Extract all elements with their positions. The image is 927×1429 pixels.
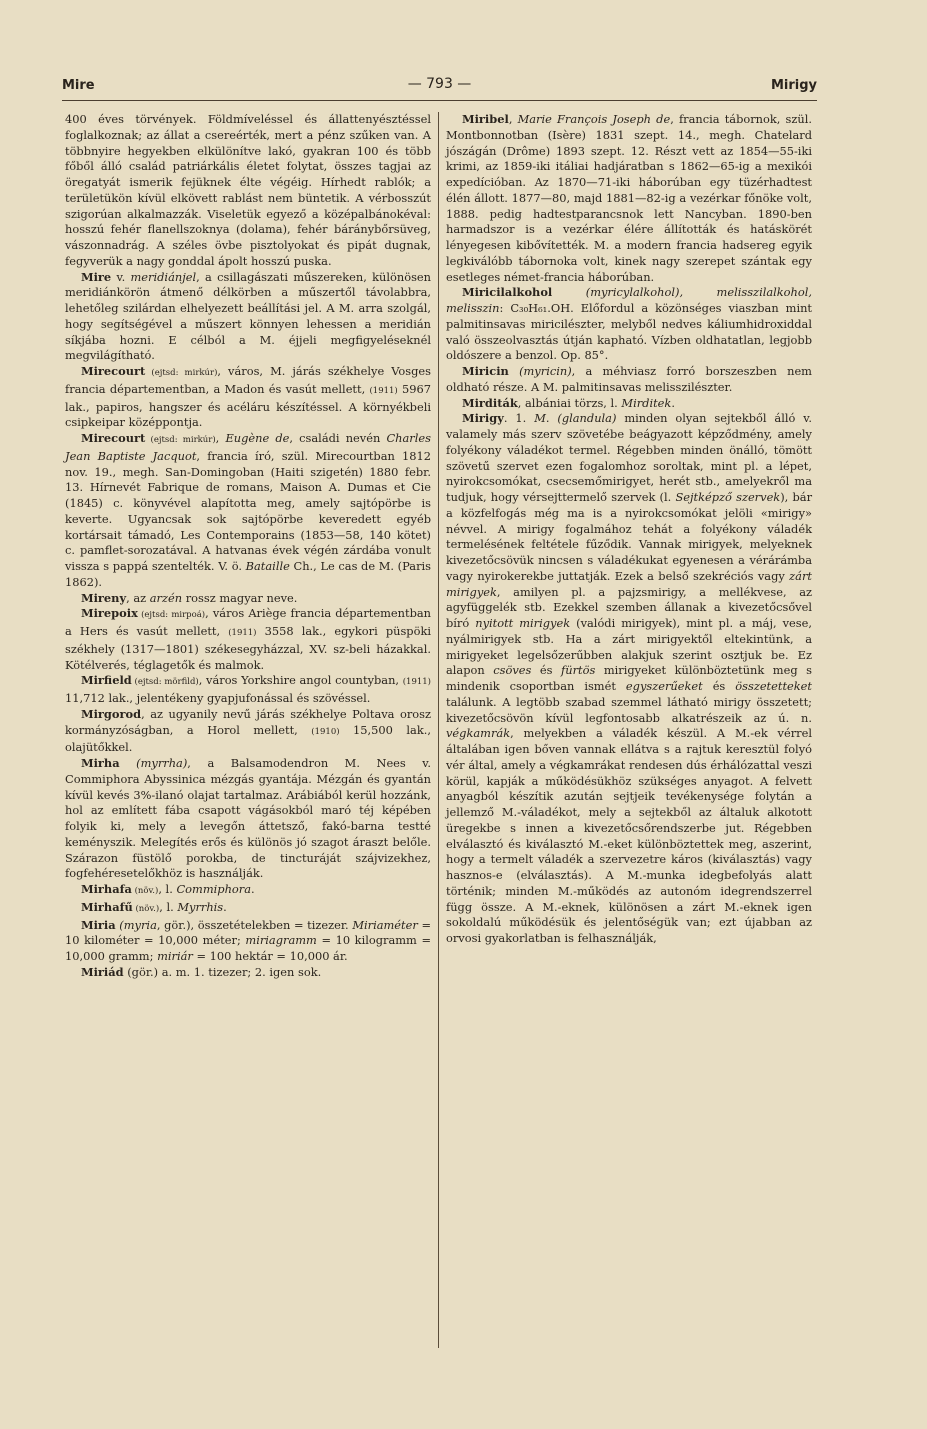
entry-headword: Mirepoix <box>81 606 138 621</box>
entry-text: = 10 kilogramm = 10,000 gramm; <box>65 933 431 963</box>
entry-text: Sejtképző szervek <box>675 490 781 504</box>
dictionary-entry <box>65 673 431 707</box>
dictionary-entry <box>65 606 431 673</box>
entry-text: fürtös <box>561 663 596 678</box>
entry-text <box>120 756 137 770</box>
entry-text: . <box>223 899 227 914</box>
entry-headword: Mirhafű <box>81 899 133 914</box>
entry-headword: Mirgorod <box>81 706 142 721</box>
entry-text: , francia tábornok, szül. Montbonnotban (Isère) 1831 szept. 14., megh. Chatelard jószágán (Drôme) 1893 szept. 12. Részt vett az 1854—55-iki krimi, az 1859-iki itáliai hadjáratban s 1862—65-ig a mexikói expedícióban. Az 1870—71-iki háborúban egy tüzérhadtest élén állott. 1877—80, majd 1881—82-ig a vezérkar főnöke volt, 1888. pedig hadtestparancsnok lett Nancyban. 1890-ben harmadszor is a vezérkar élére állították és hatáskörét lényegesen kibővítették. M. a modern francia hadsereg egyik legkiválóbb tábornoka volt, kinek nagy szerepet szántak egy esetleges német-francia háborúban. <box>446 112 812 284</box>
entry-headword: Miricin <box>462 364 509 378</box>
entry-text: , l. <box>158 882 177 896</box>
entry-text: Eugène de <box>225 431 290 445</box>
entry-text: , francia író, szül. Mirecourtban 1812 nov. 19., megh. San-Domingoban (Haiti szigetén) 1880 febr. 13. Hírnevét Fabrique de romans, Maison A. Dumas et Cie (1845) c. könyvével alapította meg, amely sajtópörbe is keverte. Ugyancsak sok sajtópörbe keveredett egyéb kortársait támadó, Les Contemporains (1853—58, 140 kötet) c. pamflet-sorozatával. A hatvanas évek végén zárdába vonult vissza s pappá szentelték. V. ö. <box>65 448 431 573</box>
entry-text: , város Yorkshire angol countyban, <box>198 673 403 688</box>
entry-text: = 100 hektár = 10,000 ár. <box>192 949 348 963</box>
dictionary-entry <box>65 591 431 607</box>
entry-text: M. (glandula) <box>534 411 617 426</box>
entry-text: v. <box>111 269 131 284</box>
entry-text: miriár <box>157 949 193 963</box>
entry-text: , város, M. járás székhelye Vosges francia départementban, a Madon és vasút mellett, <box>65 364 431 396</box>
entry-text: . <box>251 882 255 896</box>
entry-text: (1911) <box>369 385 398 396</box>
column-divider <box>438 112 439 1348</box>
entry-headword: Mireny <box>81 590 127 605</box>
entry-text: (myricin) <box>519 364 572 378</box>
entry-text: 3558 lak., egykori püspöki székhely (1317—1801) székesegyházzal, XV. sz-beli házakkal. Kötélverés, téglagetők és malmok. <box>65 624 431 672</box>
entry-text: végkamrák <box>446 726 511 741</box>
entry-headword: Mirigy <box>462 411 504 426</box>
entry-text: = 10 kilométer = 10,000 méter; <box>65 917 431 948</box>
entry-headword: Miricilalkohol <box>462 285 553 300</box>
entry-text: 400 éves törvények. Földmíveléssel és állattenyésztéssel foglalkoznak; az állat a csereérték, mert a pénz szűken van. A többnyire hegyekben elkülönítve lakó, gyakran 100 és több főből álló család patriárkális életet folytat, összes tagjai az öregatyát ismerik fejüknek élte végéig. Hírhedt rablók; a területükön kívül elkövett rablást nem büntetik. A vérbosszút szigorúan alkalmazzák. Viseletük egyező a középalbánokéval: hosszú fehér flanellszoknya (dolama), fehér báránybőrsüveg, vászonnadrág. A széles övbe pisztolyokat és pipát dugnak, fegyverük a nagy gonddal ápolt hosszú puska. <box>65 112 431 268</box>
entry-text: zárt mirigyek <box>446 568 812 599</box>
entry-text: csöves <box>493 663 532 678</box>
entry-text <box>509 364 519 378</box>
dictionary-entry <box>446 285 812 364</box>
entry-text: (valódi mirigyek), mint pl. a máj, vese, nyálmirigyek stb. Ha a zárt mirigyektől eltekintünk, a mirigyeket legelsőzerűbben alakjuk szerint osztjuk be. Ez alapon <box>446 616 813 678</box>
entry-text: (ejtsd: mirkúr) <box>145 368 218 378</box>
dictionary-entry <box>65 918 431 965</box>
dictionary-entry <box>65 965 431 981</box>
entry-text: , gör.), összetételekben = tizezer. <box>156 917 353 932</box>
entry-text: . <box>671 395 675 410</box>
entry-text: rossz magyar neve. <box>182 590 298 605</box>
dictionary-entry <box>65 270 431 365</box>
entry-text <box>552 285 585 299</box>
dictionary-entry <box>65 431 431 591</box>
entry-text: , a Balsamodendron M. Nees v. Commiphora Abyssinica mézgás gyantája. Mézgán és gyantán kívül kevés 3%-ilanó olajat tartalmaz. Arábiából kerül hozzánk, hol az említett fába csapott vágásokból maró téj képében folyik ki, mely a levegőn áttetsző, fakó-barna testté keményszik. Melegítés erős és különös jó szagot áraszt belőle. Szárazon füstölő porokba, de tincturáját szájvizekhez, fogfehéresetelőkhöz is használják. <box>65 756 431 881</box>
entry-headword: Mirfield <box>81 673 132 688</box>
entry-text: (ejtsd: mirpoá) <box>137 610 206 621</box>
dictionary-entry <box>65 707 431 756</box>
entry-text: (myria <box>119 917 157 932</box>
entry-text: Myrrhis <box>177 899 224 914</box>
entry-text: , családi nevén <box>289 431 387 445</box>
entry-text: , <box>215 431 226 445</box>
dictionary-entry <box>65 364 431 431</box>
entry-text: , város Ariège francia départementban a Hers és vasút mellett, <box>65 606 431 638</box>
entry-headword: Mirha <box>81 756 120 770</box>
entry-text: , a méhviasz forró borszeszben nem oldható része. A M. palmitinsavas melisszilészter. <box>446 364 812 394</box>
entry-text: , az ugyanily nevű járás székhelye Poltava orosz kormányzóságban, a Horol mellett, <box>65 706 431 737</box>
entry-text: (növ.) <box>131 886 159 896</box>
entry-headword: Miriád <box>81 964 124 979</box>
entry-text: 5967 lak., papiros, hangszer és acéláru készítéssel. A környékbeli csipkeipar középpontja. <box>65 381 432 430</box>
entry-text: összetetteket <box>735 679 812 693</box>
entry-text: Mirditek <box>621 395 672 410</box>
entry-text: (ejtsd: mirkúr) <box>145 435 216 445</box>
entry-headword: Mirhafa <box>81 882 132 896</box>
entry-text: meridiánjel <box>130 269 197 284</box>
entry-text: Ch., Le cas de M. (Paris 1862). <box>65 559 431 589</box>
entry-text: , melyekben a váladék készül. A M.-ek vérrel általában igen bőven vannak ellátva s a rajtuk keresztül folyó vér által, amely a végkamrákat rendesen dús érhálózattal veszi körül, kapják a működésükhöz szükséges anyagot. A felvett anyagból készítik azután sejtjeik tevékenysége folytán a jellemző M.-váladékot, mely a sejtekből az általuk alkotott üregekbe s innen a kivezetőcsőrendszerbe jut. Régebben elválasztó és kiválasztó M.-eket különböztettek meg, aszerint, hogy a termelt váladék a szervezetre káros (kiválasztás) vagy hasznos-e (elválasztás). A M.-munka idegbefolyás alatt történik; minden M.-működés az autonóm idegrendszerrel függ össze. A M.-eknek, különösen a zárt M.-eknek igen sokoldalú működésük és jelentőségük van; ezt újabban az orvosi gyakorlatban is felhasználják, <box>446 726 812 945</box>
entry-headword: Miribel <box>462 112 509 126</box>
entry-text: és <box>531 663 562 678</box>
entry-text: Commiphora <box>176 882 251 896</box>
dictionary-entry <box>446 364 812 396</box>
entry-text: Marie François Joseph de <box>517 112 671 126</box>
entry-text: , az <box>126 590 150 605</box>
entry-text: , a csillagászati műszereken, különösen meridiánkörön átmenő délkörben a műszertől távolabbra, lehetőleg szilárdan elhelyezett beállítási jel. A M. arra szolgál, hogy segítségével a műszert könnyen lehessen a meridián síkjába hozni. E célból a M. éjjeli megfigyeléseknél megvilágítható. <box>65 269 431 363</box>
entry-headword: Miria <box>81 917 116 932</box>
entry-text: (myricylalkohol), melisszilalkohol, melisszin <box>446 285 813 315</box>
entry-headword: Mire <box>81 269 112 284</box>
page-header <box>62 76 817 98</box>
dictionary-entry <box>446 411 812 947</box>
entry-text: , l. <box>159 899 178 914</box>
entry-text: , amilyen pl. a pajzsmirigy, a mellékvese, az agyfüggelék stb. Ezekkel szemben állanak a kivezetőcsővel bíró <box>446 584 812 630</box>
dictionary-entry <box>65 756 431 882</box>
entry-text: (myrrha) <box>136 756 188 770</box>
entry-text: minden olyan sejtekből álló v. valamely más szerv szövetébe beágyazott képződmény, amely folyékony váladékot termel. Régebben minden önálló, tömött szövetű szervet ezen fogalomhoz soroltak, mint pl. a lépet, nyirokcsomókat, csecsemőmirigyet, herét stb., amelyekről ma tudjuk, hogy vérsejttermelő szervek (l. <box>446 411 812 504</box>
entry-text: 15,500 lak., olajütőkkel. <box>65 722 431 755</box>
entry-text: ), bár a közfelfogás még ma is a nyirokcsomókat jelöli «mirigy» névvel. A mirigy fogalmához tehát a folyékony váladék termelésének feltétele fűződik. Vannak mirigyek, melyeknek kivezetőcsövük nincsen s váladékukat egyenesen a vérárámba vagy nyirokerekbe juttatják. Ezek a belső szekréciós vagy <box>446 490 813 583</box>
entry-text: mirigyeket különböztetünk meg s mindenik csoportban ismét <box>446 663 813 693</box>
entry-text: miriagramm <box>245 933 317 948</box>
header-right-guideword: Mirigy <box>770 78 817 93</box>
dictionary-entry <box>65 900 431 918</box>
dictionary-entry <box>65 112 431 270</box>
entry-text: (gör.) a. m. 1. tizezer; 2. igen sok. <box>123 964 322 979</box>
entry-text: , albániai törzs, l. <box>517 395 622 410</box>
entry-headword: Mirecourt <box>81 431 146 445</box>
entry-text: (1911) <box>402 677 431 688</box>
left-column <box>65 112 431 981</box>
entry-text: Bataille <box>245 559 290 573</box>
entry-text: egyszerűeket <box>625 679 703 693</box>
header-rule <box>62 100 817 101</box>
dictionary-entry <box>65 882 431 900</box>
entry-headword: Mirditák <box>462 395 518 410</box>
entry-text: nyitott mirigyek <box>475 616 571 630</box>
entry-text: (1911) <box>228 628 257 638</box>
entry-text: , <box>508 112 518 126</box>
entry-text: : C₃₀H₆₁.OH. Előfordul a közönséges viaszban mint palmitinsavas miricilészter, melyből nedves káliumhidroxiddal való összeolvasztás útján kapható. Vízben oldhatatlan, legjobb oldószere a benzol. Op. 85°. <box>446 301 812 363</box>
entry-text: és <box>702 679 736 693</box>
entry-text: 11,712 lak., jelentékeny gyapjufonással és szövéssel. <box>65 691 371 705</box>
entry-text: találunk. A legtöbb szabad szemmel látható mirigy összetett; kivezetőcsövön kívül legfontosabb alkatrészeik az ú. n. <box>446 694 812 725</box>
dictionary-entry <box>446 396 812 412</box>
entry-text: (ejtsd: mörfild) <box>131 677 199 688</box>
page-number: — 793 — <box>407 76 472 92</box>
entry-text: (növ.) <box>132 903 160 914</box>
entry-headword: Mirecourt <box>81 364 146 378</box>
dictionary-entry <box>446 112 812 285</box>
entry-text: (1910) <box>311 726 340 737</box>
entry-text: . 1. <box>503 411 535 426</box>
entry-text: arzén <box>149 590 183 605</box>
header-left-guideword: Mire <box>62 78 95 93</box>
entry-text: Miriaméter <box>352 917 418 932</box>
entry-text: Charles Jean Baptiste Jacquot <box>65 431 431 463</box>
right-column <box>446 112 812 947</box>
